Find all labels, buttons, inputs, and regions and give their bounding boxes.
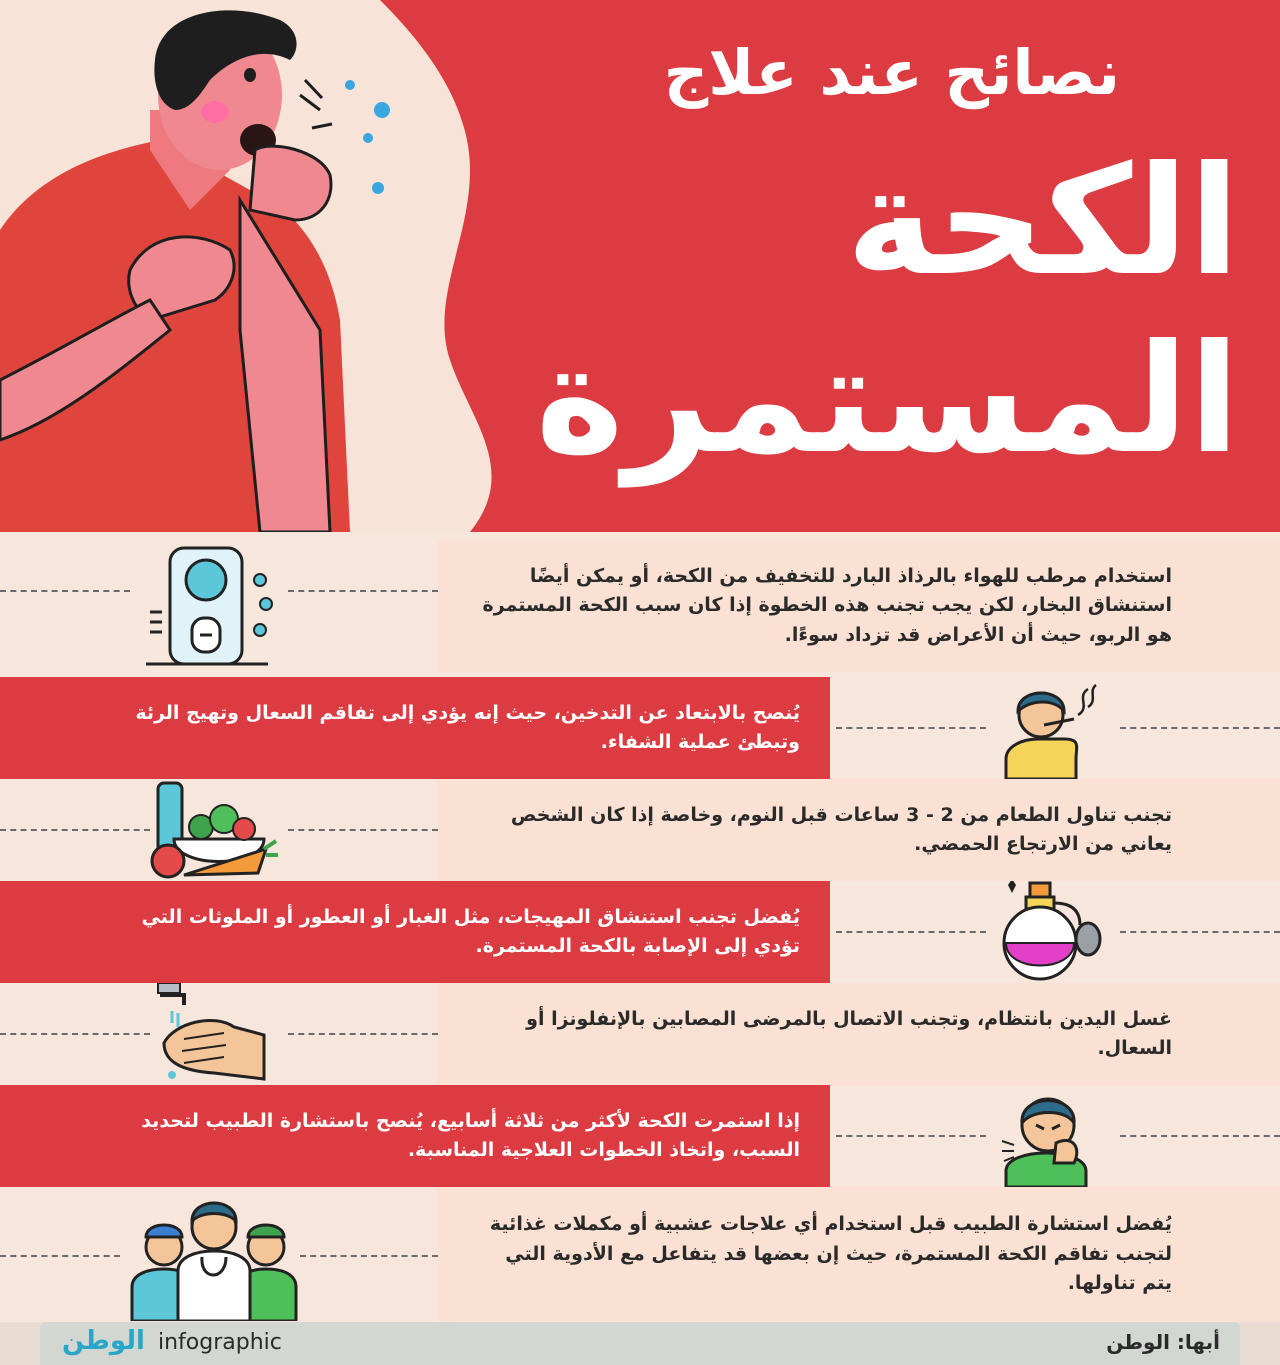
tip-text: استخدام مرطب للهواء بالرذاذ البارد للتخفيف من الكحة، أو يمكن أيضًا استنشاق البخار، لكن يجب تجنب هذه الخطوة إذا كان سبب الكحة المستمرة هو الربو، حيث أن الأعراض قد تزداد سوءًا. <box>482 564 1172 646</box>
coughing-man-illustration <box>0 0 420 532</box>
tip-row-5 <box>0 983 1280 1085</box>
tip-text-pane <box>0 881 830 983</box>
tip-row-1 <box>0 540 1280 646</box>
divider-dash <box>300 1255 438 1257</box>
header-title-line2: المستمرة <box>535 313 1240 487</box>
header-banner <box>0 0 1280 532</box>
tip-text: إذا استمرت الكحة لأكثر من ثلاثة أسابيع، يُنصح باستشارة الطبيب لتحديد السبب، واتخاذ الخطوات العلاجية المناسبة. <box>141 1109 800 1161</box>
tip-text: يُنصح بالابتعاد عن التدخين، حيث إنه يؤدي إلى تفاقم السعال وتهيج الرئة وتبطئ عملية الشفاء. <box>135 701 800 753</box>
tip-row-4 <box>0 881 1280 983</box>
tip-text-pane <box>438 779 1280 881</box>
divider-dash <box>288 590 438 592</box>
tip-row-2 <box>0 677 1280 779</box>
tip-text: تجنب تناول الطعام من 2 - 3 ساعات قبل النوم، وخاصة إذا كان الشخص يعاني من الارتجاع الحمضي. <box>510 803 1172 855</box>
divider-dash <box>0 590 130 592</box>
medical-team-icon <box>126 1191 302 1321</box>
divider-dash <box>1120 931 1280 933</box>
divider-dash <box>288 1033 438 1035</box>
brand-subtitle: infographic <box>158 1330 282 1355</box>
healthy-food-icon <box>146 779 280 881</box>
smoking-man-icon <box>996 677 1106 779</box>
tip-text: يُفضل تجنب استنشاق المهيجات، مثل الغبار أو العطور أو الملوثات التي تؤدي إلى الإصابة بالكحة المستمرة. <box>141 905 800 957</box>
divider-dash <box>0 1033 150 1035</box>
tip-text-pane <box>0 1085 830 1187</box>
divider-dash <box>1120 1135 1280 1137</box>
divider-dash <box>288 829 438 831</box>
tip-row-7 <box>0 1187 1280 1322</box>
tip-row-6 <box>0 1085 1280 1187</box>
header-subtitle: نصائح عند علاج <box>663 36 1120 109</box>
divider-dash <box>836 931 986 933</box>
tip-text-pane <box>438 983 1280 1085</box>
source-credit: أبها: الوطن <box>1106 1330 1220 1354</box>
tip-text: غسل اليدين بانتظام، وتجنب الاتصال بالمرضى المصابين بالإنفلونزا أو السعال. <box>526 1007 1172 1059</box>
tip-text-pane <box>0 677 830 779</box>
tip-text-pane <box>438 540 1280 672</box>
divider-dash <box>0 1255 120 1257</box>
tip-text-pane <box>438 1187 1280 1322</box>
brand-logo: الوطن <box>62 1326 145 1356</box>
tip-text: يُفضل استشارة الطبيب قبل استخدام أي علاجات عشبية أو مكملات غذائية لتجنب تفاقم الكحة المستمرة، حيث إن بعضها قد يتفاعل مع الأدوية التي يتم تناولها. <box>489 1213 1172 1295</box>
divider-dash <box>1120 727 1280 729</box>
humidifier-icon <box>140 540 280 672</box>
hand-washing-icon <box>154 983 270 1085</box>
coughing-person-icon <box>996 1085 1106 1187</box>
divider-dash <box>836 727 986 729</box>
divider-dash <box>836 1135 986 1137</box>
perfume-bottle-icon <box>996 881 1106 983</box>
header-title-line1: الكحة <box>845 135 1240 309</box>
divider-dash <box>0 829 150 831</box>
tip-row-3 <box>0 779 1280 881</box>
